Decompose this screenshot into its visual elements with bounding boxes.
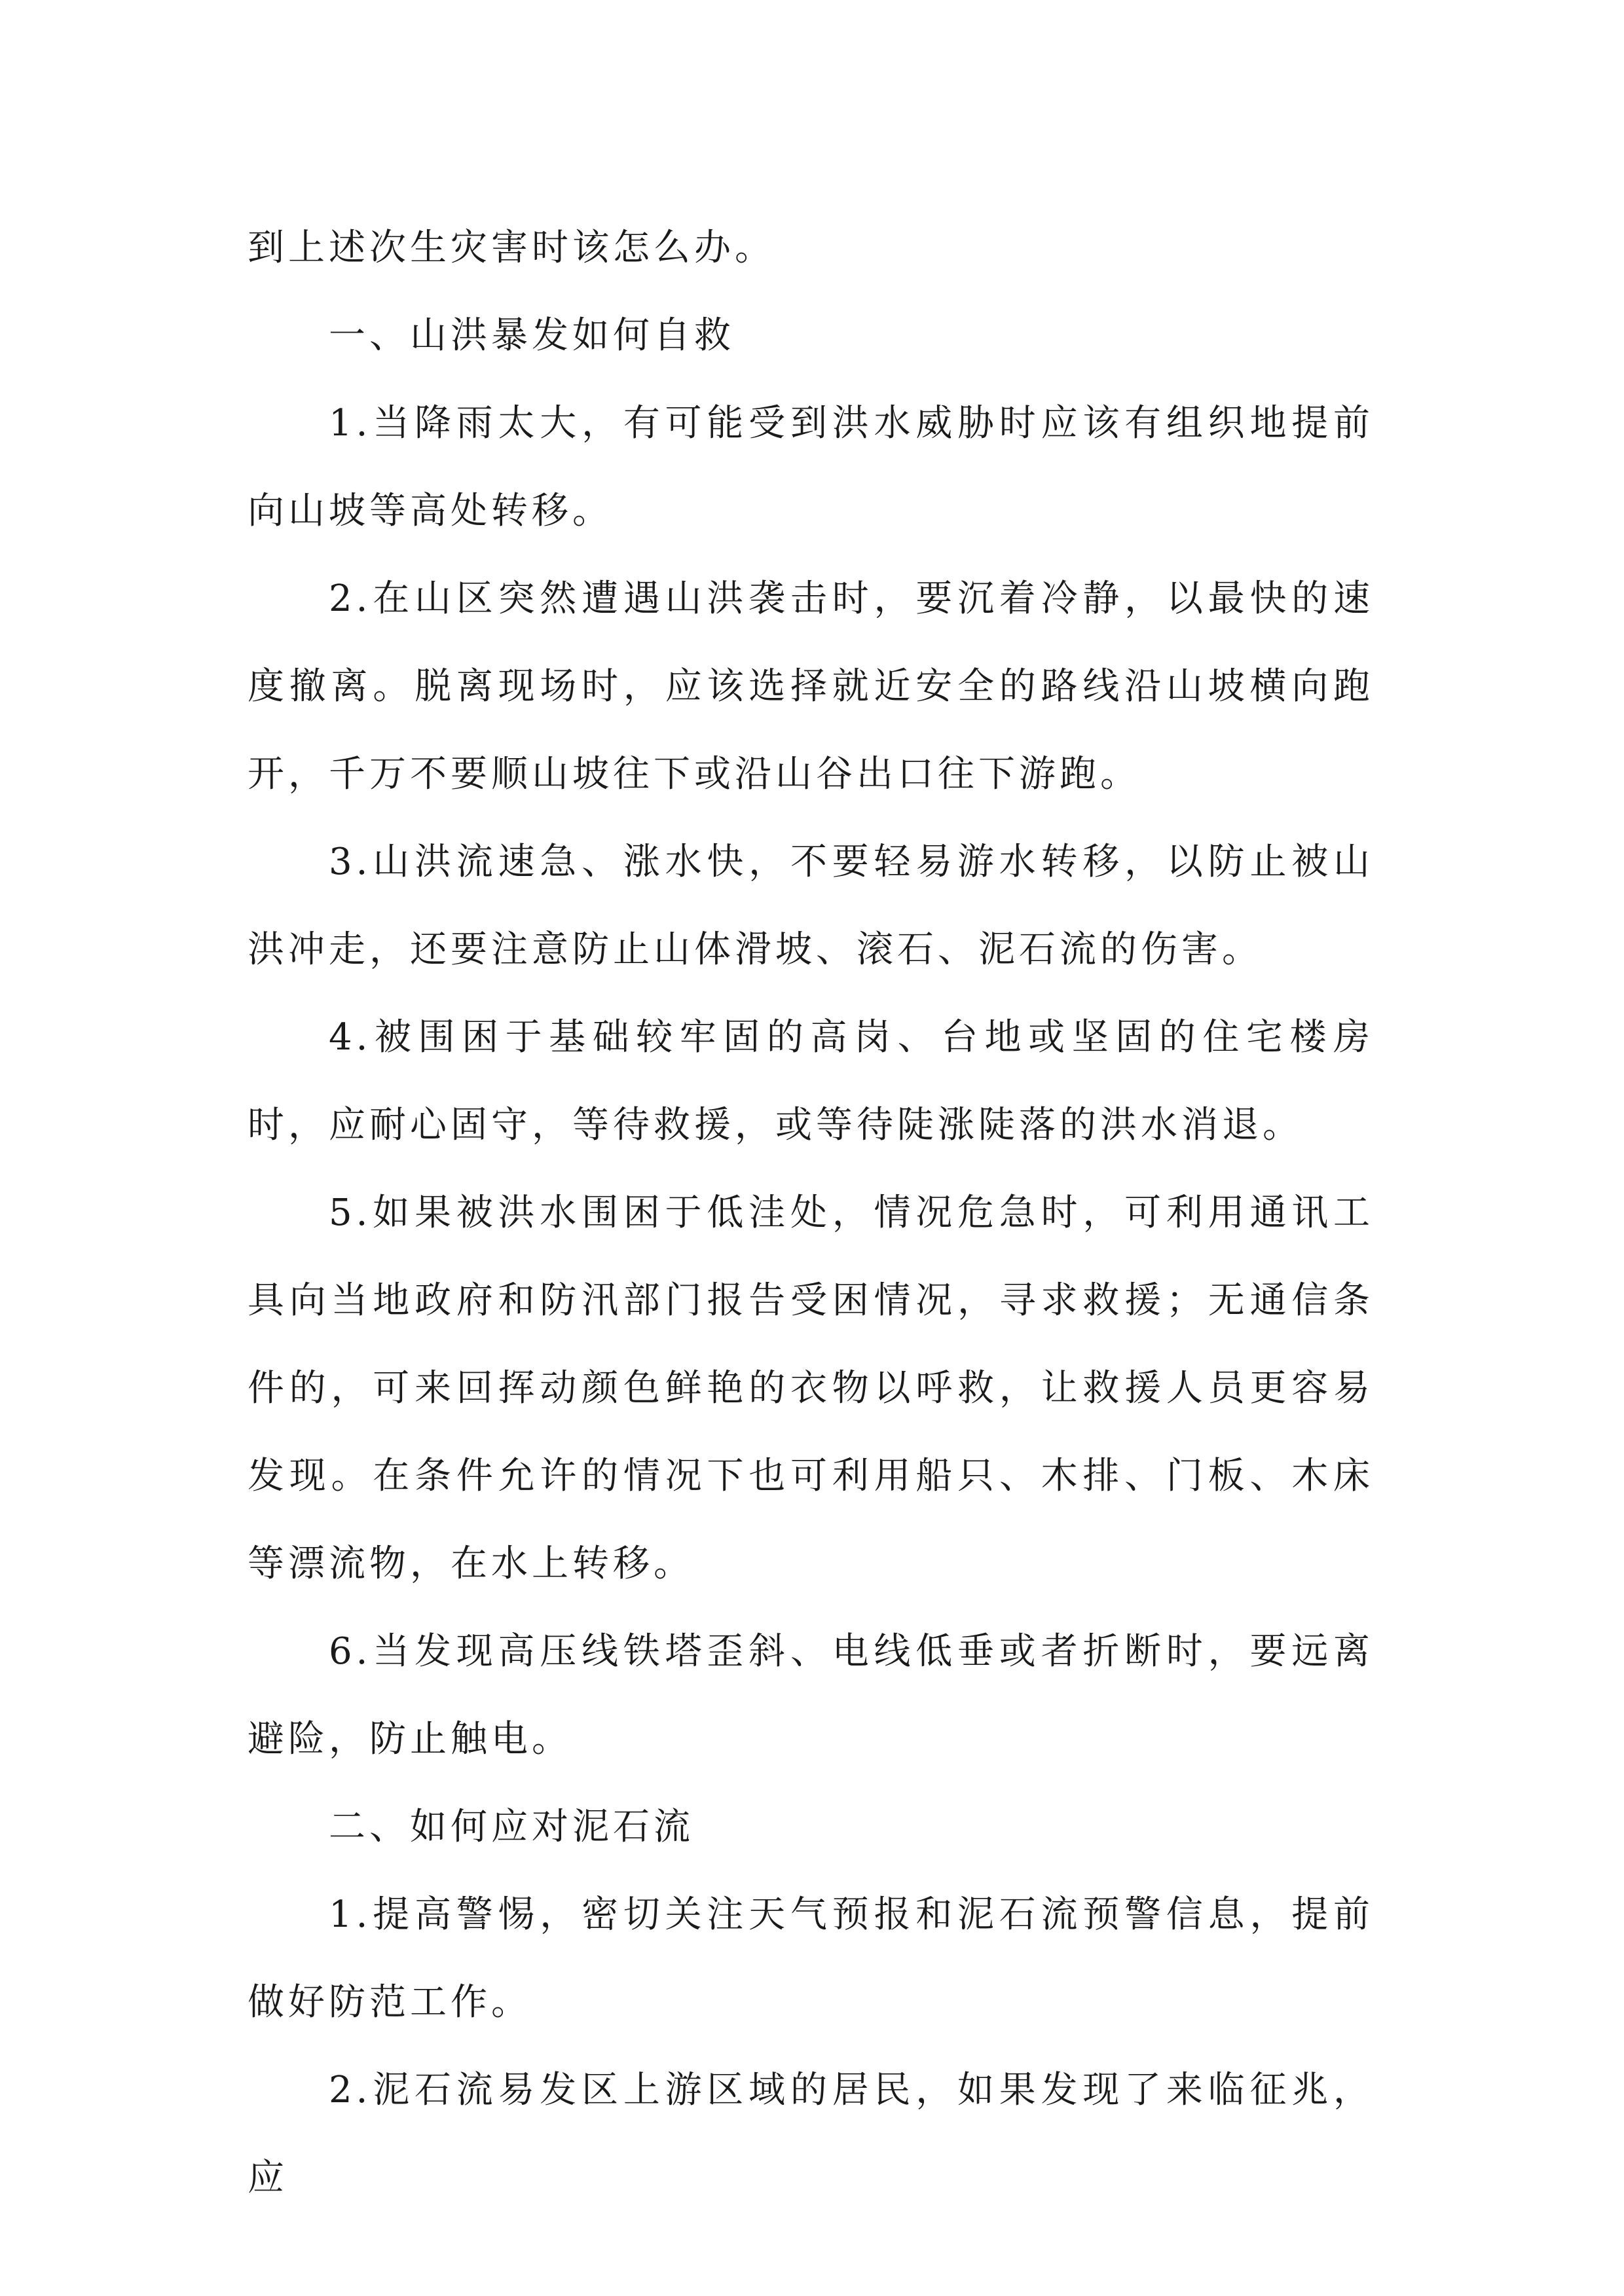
intro-tail-paragraph: 到上述次生灾害时该怎么办。	[248, 227, 775, 269]
section2-heading: 二、如何应对泥石流	[329, 1806, 694, 1848]
section2-item-1: 1.提高警惕，密切关注天气预报和泥石流预警信息，提前做好防范工作。	[248, 1893, 1374, 2024]
section1-item-6: 6.当发现高压线铁塔歪斜、电线低垂或者折断时，要远离避险，防止触电。	[248, 1630, 1374, 1760]
section1-item-4: 4.被围困于基础较牢固的高岗、台地或坚固的住宅楼房时，应耐心固守，等待救援，或等待陡涨陡落的洪水消退。	[248, 1016, 1374, 1146]
section1-item-1: 1.当降雨太大，有可能受到洪水威胁时应该有组织地提前向山坡等高处转移。	[248, 402, 1374, 532]
document-body	[248, 204, 1374, 2222]
section2-item-2: 2.泥石流易发区上游区域的居民，如果发现了来临征兆，应	[248, 2069, 1374, 2199]
section1-item-5: 5.如果被洪水围困于低洼处，情况危急时，可利用通讯工具向当地政府和防汛部门报告受困情况，寻求救援；无通信条件的，可来回挥动颜色鲜艳的衣物以呼救，让救援人员更容易发现。在条件允许的情况下也可利用船只、木排、门板、木床等漂流物，在水上转移。	[248, 1192, 1374, 1585]
section1-item-3: 3.山洪流速急、涨水快，不要轻易游水转移，以防止被山洪冲走，还要注意防止山体滑坡、滚石、泥石流的伤害。	[248, 841, 1374, 971]
section1-heading: 一、山洪暴发如何自救	[329, 314, 735, 357]
section1-item-2: 2.在山区突然遭遇山洪袭击时，要沉着冷静，以最快的速度撤离。脱离现场时，应该选择就近安全的路线沿山坡横向跑开，千万不要顺山坡往下或沿山谷出口往下游跑。	[248, 577, 1374, 795]
